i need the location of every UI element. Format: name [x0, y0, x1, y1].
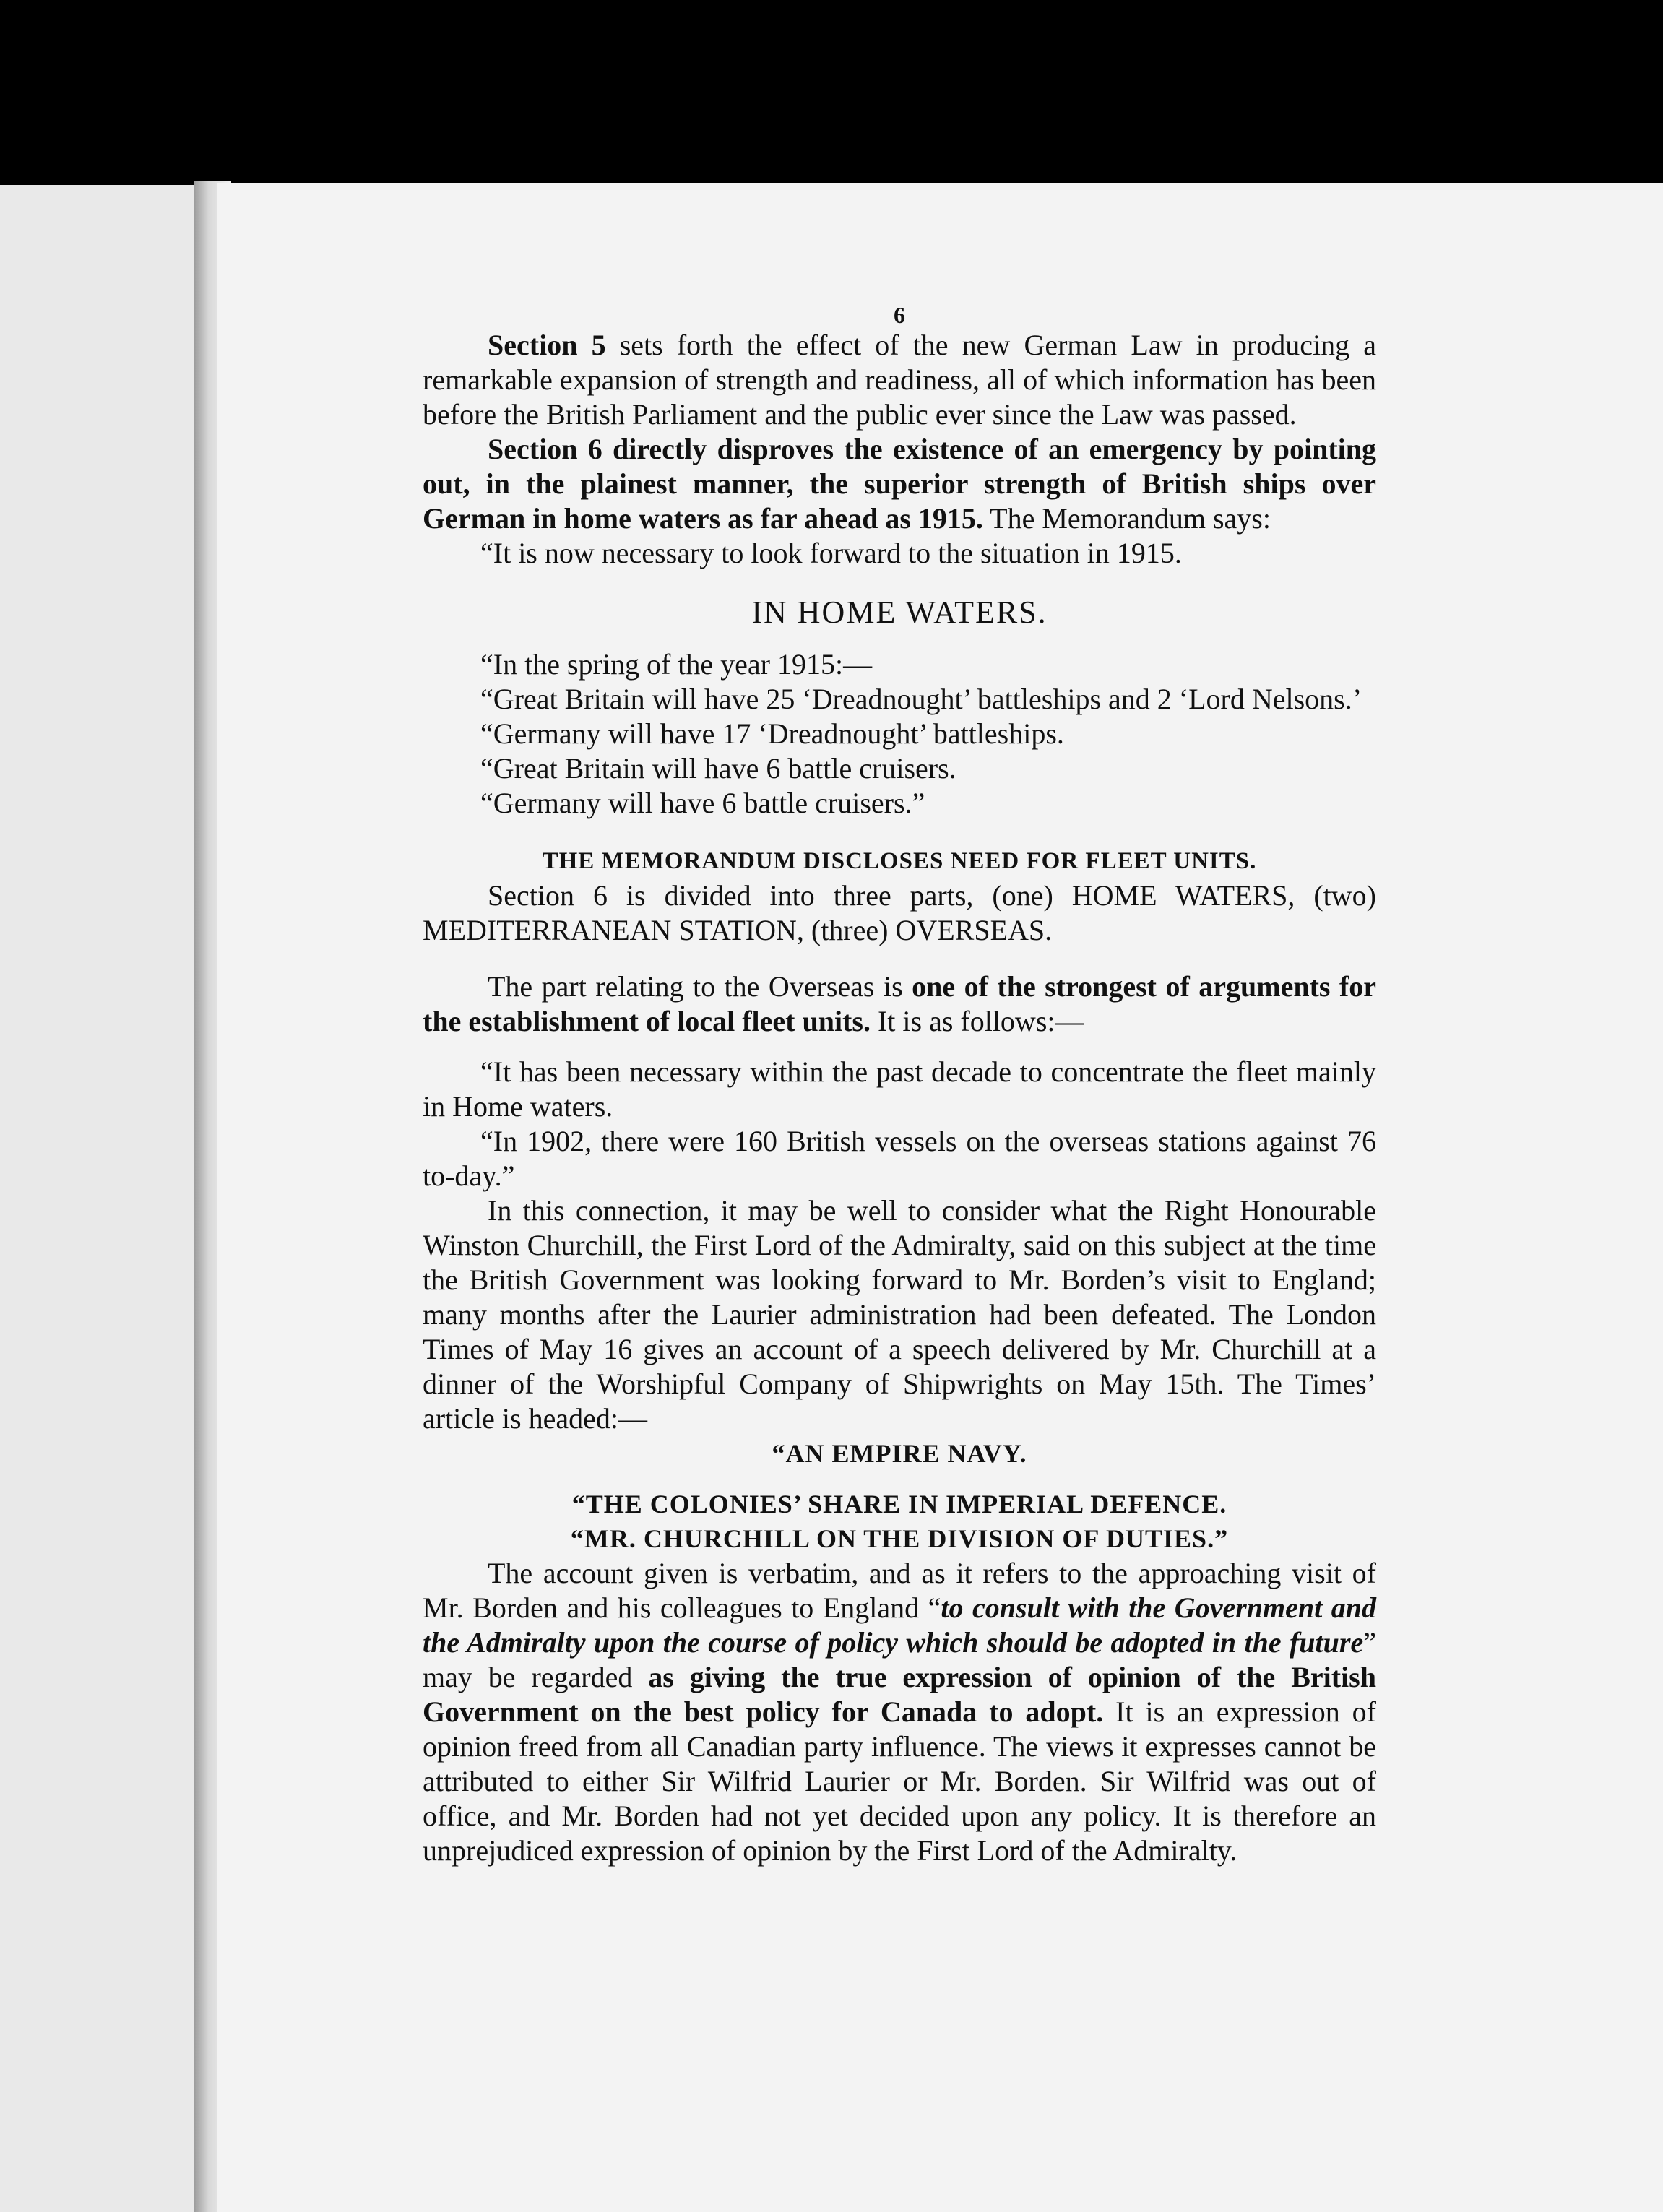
times-heading-1: “AN EMPIRE NAVY. [772, 1439, 1027, 1468]
spring-quote-4: “Great Britain will have 6 battle cruisers. [480, 752, 956, 785]
overseas-post: It is as follows:— [870, 1005, 1084, 1037]
section-5-paragraph [423, 328, 1376, 432]
section-6-paragraph [423, 432, 1376, 536]
section-6-rest: The Memorandum says: [982, 502, 1271, 535]
verbatim-bold: as giving the true expression of opinion of the British Government on the best policy for Canada to adopt. [423, 1661, 1376, 1728]
section-5-text: sets forth the effect of the new German Law in producing a remarkable expansion of strength and readiness, all of which information has been before the British Parliament and the public ever since the Law was passed. [423, 329, 1376, 431]
verbatim-pre: The account given is verbatim, and as it refers to the approaching visit of Mr. Borden and his colleagues to England “ [423, 1557, 1376, 1624]
times-heading-3: “MR. CHURCHILL ON THE DIVISION OF DUTIES.” [570, 1524, 1229, 1553]
spring-quote-1: “In the spring of the year 1915:— [480, 648, 873, 681]
overseas-bold: one of the strongest of arguments for the establishment of local fleet units. [423, 970, 1377, 1037]
connection-paragraph: In this connection, it may be well to consider what the Right Honourable Winston Churchill, the First Lord of the Admiralty, said on this subject at the time the British Government was looking forward to Mr. Borden’s visit to England; many months after the Laurier administration had been defeated. The London Times of May 16 gives an account of a speech delivered by Mr. Churchill at a dinner of the Worshipful Company of Shipwrights on May 15th. The Times’ article is headed:— [423, 1194, 1376, 1435]
page-number: 6 [894, 302, 905, 328]
spring-quote-5: “Germany will have 6 battle cruisers.” [480, 787, 925, 819]
overseas-pre: The part relating to the Overseas is [488, 970, 912, 1003]
quote-1902: “In 1902, there were 160 British vessels on the overseas stations against 76 to-day.” [423, 1125, 1376, 1192]
page-text [423, 298, 1376, 1868]
quote-1915: “It is now necessary to look forward to the situation in 1915. [480, 537, 1182, 569]
spring-quote-3: “Germany will have 17 ‘Dreadnought’ battleships. [480, 717, 1064, 750]
verbatim-mid: ” may be regarded [423, 1626, 1376, 1693]
home-waters-heading: IN HOME WATERS. [751, 595, 1048, 630]
verbatim-italic: to consult with the Government and the Admiralty upon the course of policy which should be adopted in the future [423, 1591, 1376, 1659]
times-heading-2: “THE COLONIES’ SHARE IN IMPERIAL DEFENCE. [571, 1490, 1227, 1518]
section-6-bold: Section 6 directly disproves the existence of an emergency by pointing out, in the plainest manner, the superior strength of British ships over German in home waters as far ahead as 1915. [423, 433, 1376, 535]
section-6-divided-paragraph: Section 6 is divided into three parts, (one) HOME WATERS, (two) MEDITERRANEAN STATION, (three) OVERSEAS. [423, 879, 1376, 946]
overseas-paragraph [423, 969, 1376, 1039]
memorandum-heading: THE MEMORANDUM DISCLOSES NEED FOR FLEET UNITS. [542, 848, 1257, 874]
left-page-edge [0, 185, 194, 2212]
section-5-lead: Section 5 [488, 329, 606, 361]
verbatim-post: It is an expression of opinion freed from all Canadian party influence. The views it expresses cannot be attributed to either Sir Wilfrid Laurier or Mr. Borden. Sir Wilfrid was out of office, and Mr. Borden had not yet decided upon any policy. It is therefore an unprejudiced expression of opinion by the First Lord of the Admiralty. [423, 1695, 1376, 1867]
quote-decade: “It has been necessary within the past decade to concentrate the fleet mainly in Home waters. [423, 1055, 1376, 1123]
verbatim-paragraph [423, 1556, 1376, 1868]
spring-quote-2: “Great Britain will have 25 ‘Dreadnought’ battleships and 2 ‘Lord Nelsons.’ [480, 683, 1362, 715]
